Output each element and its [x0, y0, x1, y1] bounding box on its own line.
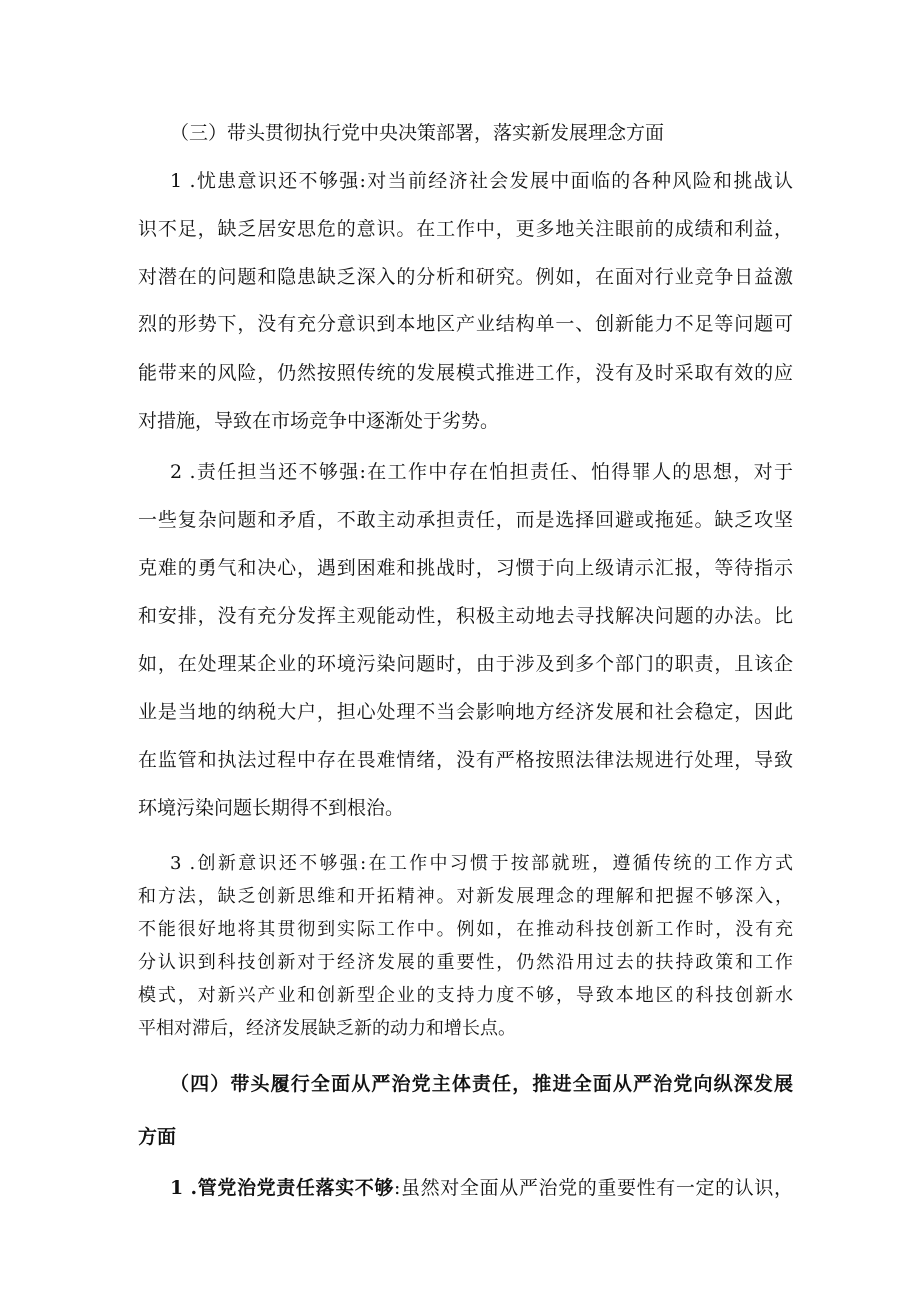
item-2-line-6: 业是当地的纳税大户，担心处理不当会影响地方经济发展和社会稳定，因此 — [138, 701, 793, 723]
item-2-line-1: 2 .责任担当还不够强:在工作中存在怕担责任、怕得罪人的思想，对于 — [170, 461, 793, 483]
item-2-line-8: 环境污染问题长期得不到根治。 — [138, 797, 405, 819]
section-4-item-1-line-1 — [170, 1171, 793, 1205]
item-1-line-5: 能带来的风险，仍然按照传统的发展模式推进工作，没有及时采取有效的应 — [138, 362, 793, 384]
item-3-line-1: 3 .创新意识还不够强:在工作中习惯于按部就班，遵循传统的工作方式 — [170, 853, 793, 874]
section-4-heading-line-2: 方面 — [138, 1126, 177, 1148]
item-3-line-3: 不能很好地将其贯彻到实际工作中。例如，在推动科技创新工作时，没有充 — [138, 919, 793, 940]
item-2-line-4: 和安排，没有充分发挥主观能动性，积极主动地去寻找解决问题的办法。比 — [138, 605, 793, 627]
item-3-line-6: 平相对滞后，经济发展缺乏新的动力和增长点。 — [138, 1018, 516, 1039]
item-1-line-3: 对潜在的问题和隐患缺乏深入的分析和研究。例如，在面对行业竞争日益激 — [138, 266, 793, 288]
item-2-line-7: 在监管和执法过程中存在畏难情绪，没有严格按照法律法规进行处理，导致 — [138, 749, 793, 771]
item-3-line-5: 模式，对新兴产业和创新型企业的支持力度不够，导致本地区的科技创新水 — [138, 985, 793, 1006]
item-2-line-5: 如，在处理某企业的环境污染问题时，由于涉及到多个部门的职责，且该企 — [138, 653, 793, 675]
item-3-line-2: 和方法，缺乏创新思维和开拓精神。对新发展理念的理解和把握不够深入， — [138, 886, 793, 907]
item-2-line-3: 克难的勇气和决心，遇到困难和挑战时，习惯于向上级请示汇报，等待指示 — [138, 557, 793, 579]
section-3-heading: （三）带头贯彻执行党中央决策部署，落实新发展理念方面 — [170, 122, 665, 144]
item-1-line-1: 1 .忧患意识还不够强:对当前经济社会发展中面临的各种风险和挑战认 — [170, 170, 793, 192]
section-4-item-1-rest: :虽然对全面从严治党的重要性有一定的认识， — [394, 1177, 793, 1199]
item-1-line-2: 识不足，缺乏居安思危的意识。在工作中，更多地关注眼前的成绩和利益， — [138, 218, 793, 240]
section-4-item-1-lead: 1 .管党治党责任落实不够 — [170, 1177, 395, 1199]
section-4-heading-line-1: （四）带头履行全面从严治党主体责任，推进全面从严治党向纵深发展 — [170, 1073, 793, 1095]
item-1-line-6: 对措施，导致在市场竞争中逐渐处于劣势。 — [138, 410, 500, 432]
item-1-line-4: 烈的形势下，没有充分意识到本地区产业结构单一、创新能力不足等问题可 — [138, 313, 793, 335]
item-3-line-4: 分认识到科技创新对于经济发展的重要性，仍然沿用过去的扶持政策和工作 — [138, 952, 793, 973]
item-2-line-2: 一些复杂问题和矛盾，不敢主动承担责任，而是选择回避或拖延。缺乏攻坚 — [138, 509, 793, 531]
